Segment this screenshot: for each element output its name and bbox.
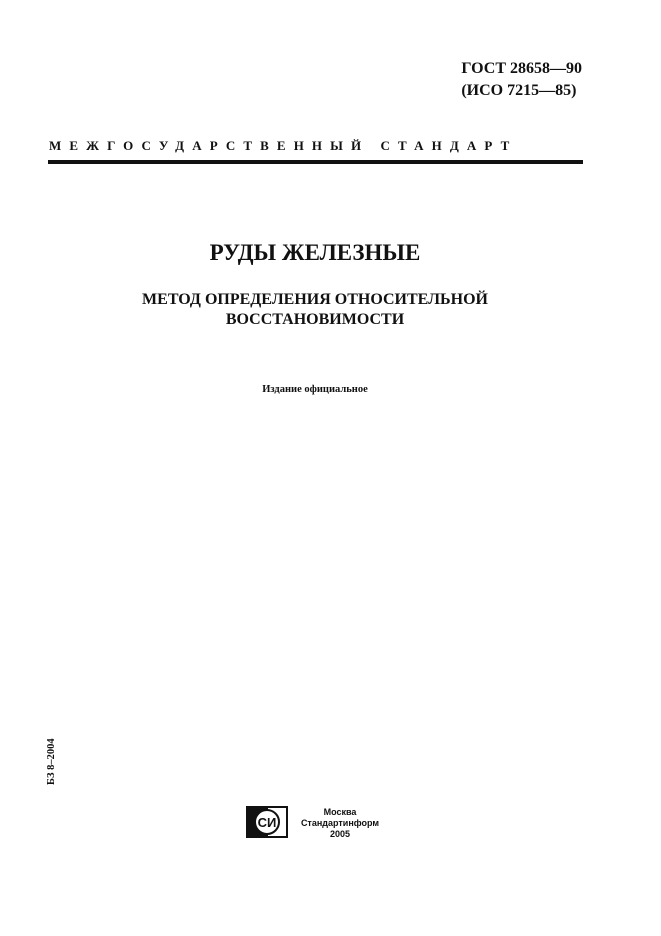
subtitle-line-1: МЕТОД ОПРЕДЕЛЕНИЯ ОТНОСИТЕЛЬНОЙ	[142, 291, 488, 308]
document-subtitle	[0, 290, 630, 330]
standard-number-block	[461, 58, 582, 102]
publisher-year: 2005	[329, 829, 351, 839]
side-code: БЗ 8–2004	[46, 738, 57, 785]
publisher-city: Москва	[323, 807, 357, 817]
iso-number: (ИСО 7215—85)	[461, 82, 577, 99]
publisher-block	[294, 807, 386, 840]
document-title: РУДЫ ЖЕЛЕЗНЫЕ	[209, 240, 421, 265]
interstate-standard-banner: МЕЖГОСУДАРСТВЕННЫЙ СТАНДАРТ	[49, 138, 518, 153]
banner-rule	[48, 160, 583, 164]
edition-note: Издание официальное	[262, 384, 368, 395]
gost-number: ГОСТ 28658—90	[461, 60, 582, 77]
subtitle-line-2: ВОССТАНОВИМОСТИ	[225, 311, 405, 328]
publisher-name: Стандартинформ	[300, 818, 380, 828]
logo-letters: СИ	[257, 815, 277, 830]
standartinform-logo-icon	[246, 806, 288, 838]
